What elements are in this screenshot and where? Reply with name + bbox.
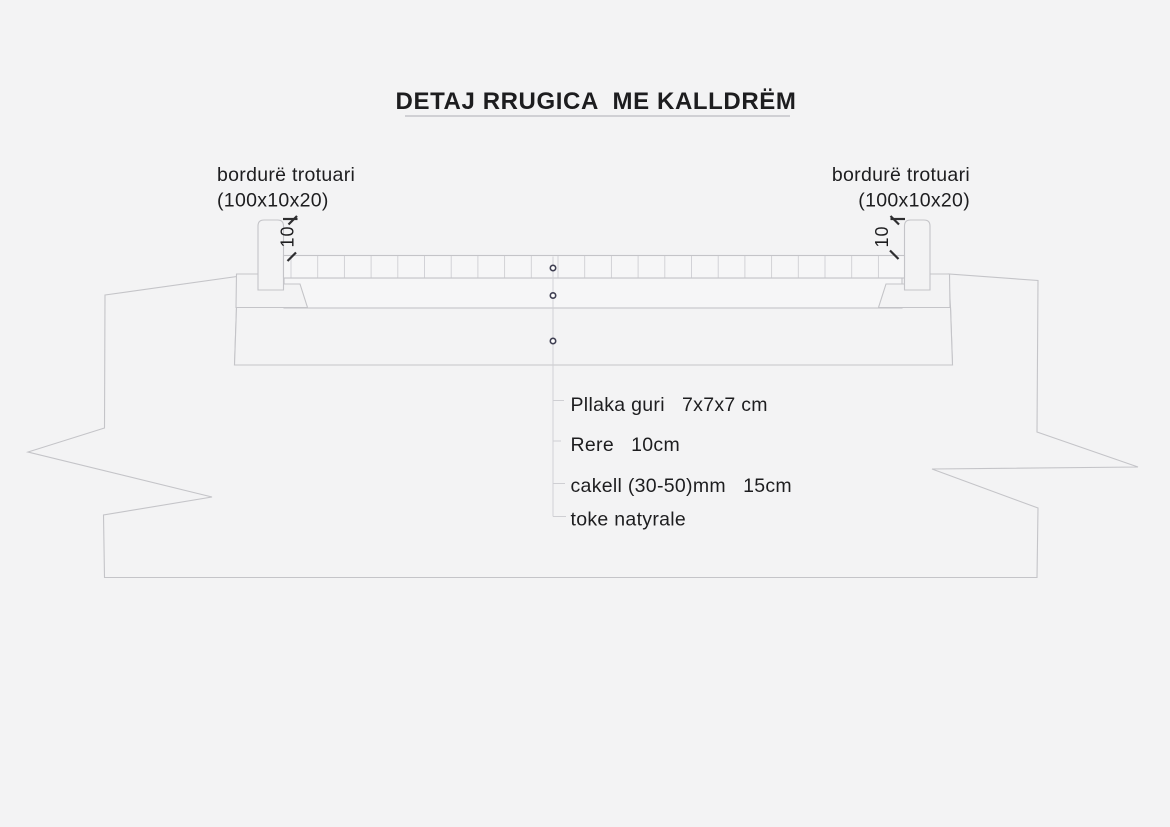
stone-plate-layer (284, 256, 905, 279)
curb-label-left (217, 164, 355, 212)
curb-label-right-line1: bordurë trotuari (831, 164, 970, 186)
curb-label-left-line1: bordurë trotuari (217, 164, 356, 186)
dimension-curb-right (872, 216, 905, 259)
curb-label-right (832, 164, 970, 212)
marker-sand (550, 293, 555, 298)
annotation-gravel: cakell (30-50)mm 15cm (570, 475, 792, 497)
curb-right (905, 220, 931, 290)
gravel-layer (235, 308, 953, 366)
marker-stone-plates (550, 265, 555, 270)
dim-text-left: 10 (277, 225, 298, 248)
marker-gravel (550, 338, 555, 343)
curb-label-right-line2: (100x10x20) (858, 189, 970, 212)
layer-annotations (571, 394, 792, 531)
dim-tick-top (289, 216, 298, 225)
drawing-title: DETAJ RRUGICA ME KALLDRËM (395, 88, 797, 115)
annotation-sand: Rere 10cm (570, 434, 681, 456)
dim-tick-top (891, 216, 900, 225)
annotation-natural-soil: toke natyrale (570, 508, 687, 531)
curb-label-left-line2: (100x10x20) (217, 189, 329, 212)
sand-layer (284, 278, 902, 308)
annotation-stone-plates: Pllaka guri 7x7x7 cm (570, 394, 768, 416)
dim-text-right: 10 (872, 225, 892, 248)
